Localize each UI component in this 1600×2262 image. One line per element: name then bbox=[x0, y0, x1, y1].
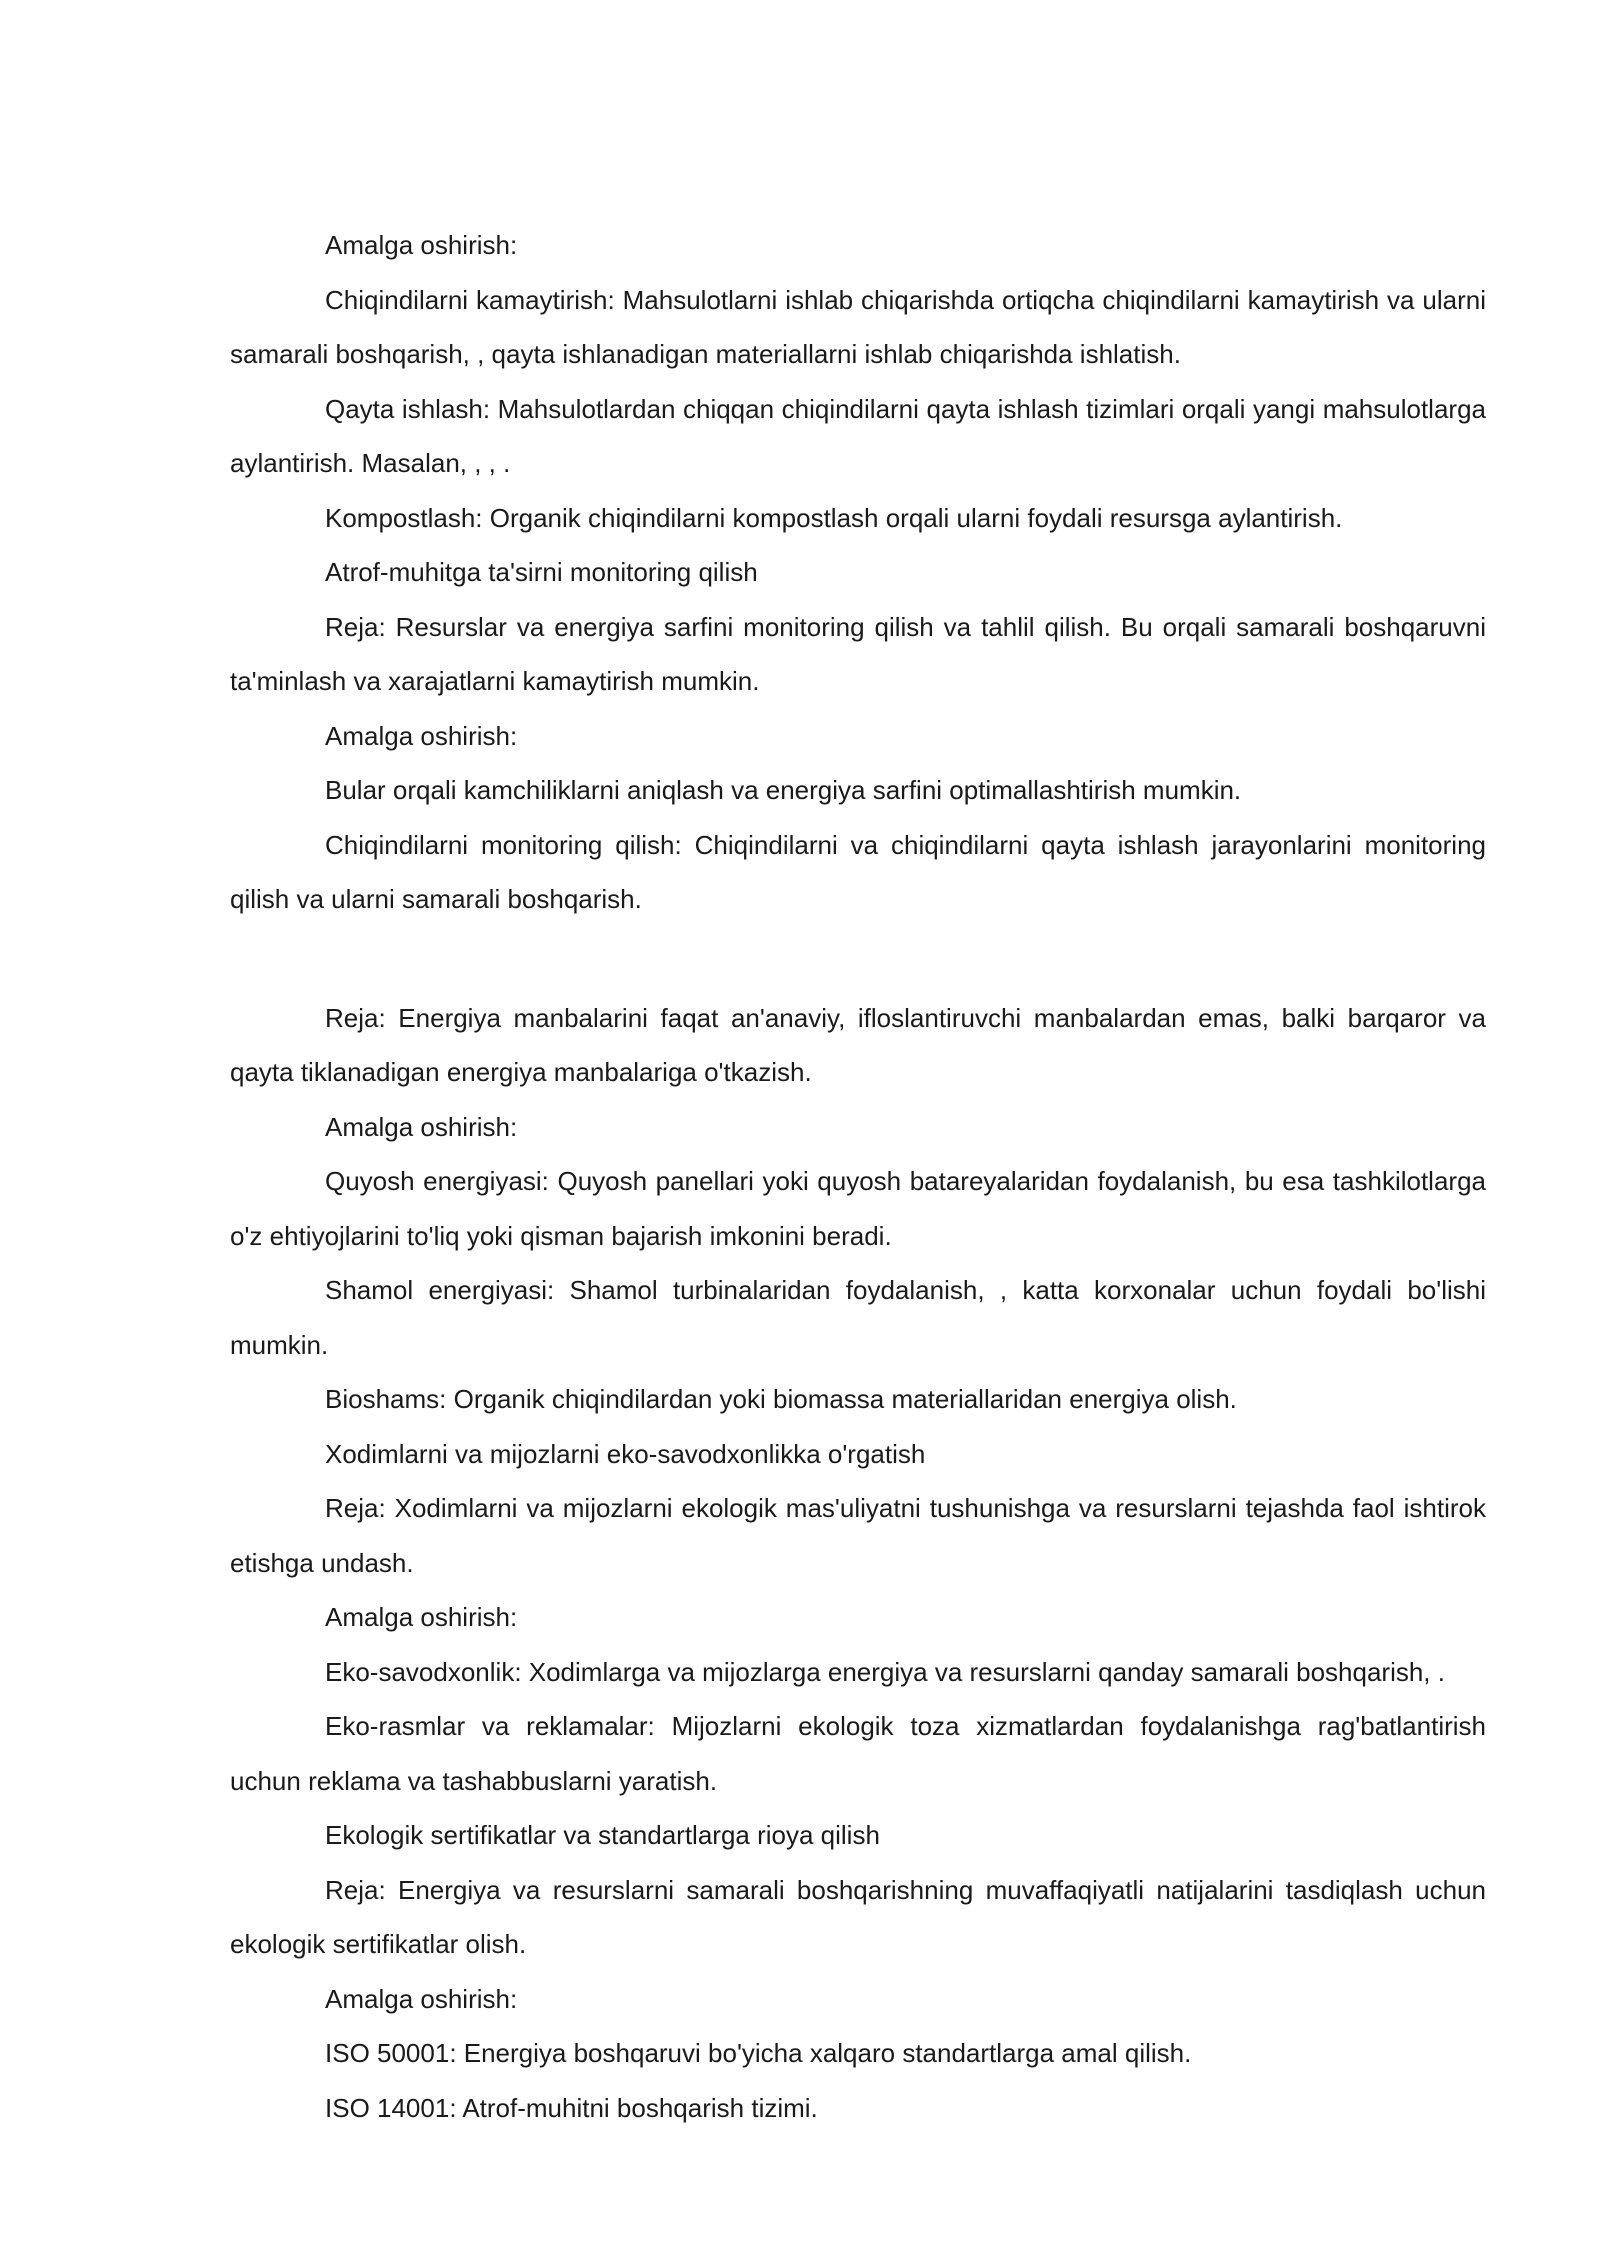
paragraph: Qayta ishlash: Mahsulotlardan chiqqan chiqindilarni qayta ishlash tizimlari orqali yangi mahsulotlarga aylantirish. Masalan, , , . bbox=[230, 393, 1486, 478]
paragraph: Reja: Resurslar va energiya sarfini monitoring qilish va tahlil qilish. Bu orqali samarali boshqaruvni ta'minlash va xarajatlarni kamaytirish mumkin. bbox=[230, 611, 1486, 696]
paragraph: Kompostlash: Organik chiqindilarni kompostlash orqali ularni foydali resursga aylantirish. bbox=[325, 502, 1343, 533]
section-heading: Ekologik sertifikatlar va standartlarga rioya qilish bbox=[325, 1820, 880, 1850]
section-heading: Xodimlarni va mijozlarni eko-savodxonlikka o'rgatish bbox=[325, 1438, 926, 1469]
paragraph: Amalga oshirish: bbox=[325, 230, 518, 260]
paragraph: Eko-savodxonlik: Xodimlarga va mijozlarga energiya va resurslarni qanday samarali boshqarish, . bbox=[325, 1656, 1445, 1687]
paragraph: Amalga oshirish: bbox=[325, 1111, 518, 1142]
paragraph: Reja: Xodimlarni va mijozlarni ekologik mas'uliyatni tushunishga va resurslarni tejashda faol ishtirok etishga undash. bbox=[230, 1493, 1486, 1578]
paragraph: Amalga oshirish: bbox=[325, 720, 518, 751]
paragraph: Amalga oshirish: bbox=[325, 1602, 518, 1632]
paragraph: ISO 14001: Atrof-muhitni boshqarish tizimi. bbox=[325, 2092, 818, 2123]
paragraph: Amalga oshirish: bbox=[325, 1983, 518, 2014]
paragraph: Eko-rasmlar va reklamalar: Mijozlarni ekologik toza xizmatlardan foydalanishga rag'batlantirish uchun reklama va tashabbuslarni yaratish. bbox=[230, 1711, 1486, 1796]
paragraph: Shamol energiyasi: Shamol turbinalaridan foydalanish, , katta korxonalar uchun foydali bo'lishi mumkin. bbox=[230, 1275, 1486, 1360]
section-heading: Atrof-muhitga ta'sirni monitoring qilish bbox=[325, 557, 758, 587]
paragraph: Reja: Energiya va resurslarni samarali boshqarishning muvaffaqiyatli natijalarini tasdiqlash uchun ekologik sertifikatlar olish. bbox=[230, 1874, 1486, 1959]
paragraph: Quyosh energiyasi: Quyosh panellari yoki quyosh batareyalaridan foydalanish, bu esa tashkilotlarga o'z ehtiyojlarini to'liq yoki qisman bajarish imkonini beradi. bbox=[230, 1166, 1486, 1251]
document-body bbox=[230, 218, 1486, 2135]
paragraph: Bular orqali kamchiliklarni aniqlash va energiya sarfini optimallashtirish mumkin. bbox=[325, 775, 1242, 805]
paragraph: Chiqindilarni monitoring qilish: Chiqindilarni va chiqindilarni qayta ishlash jarayonlarini monitoring qilish va ularni samarali boshqarish. bbox=[230, 829, 1486, 914]
paragraph: Bioshams: Organik chiqindilardan yoki biomassa materiallaridan energiya olish. bbox=[325, 1384, 1237, 1414]
paragraph: ISO 50001: Energiya boshqaruvi bo'yicha xalqaro standartlarga amal qilish. bbox=[325, 2038, 1192, 2068]
paragraph: Chiqindilarni kamaytirish: Mahsulotlarni ishlab chiqarishda ortiqcha chiqindilarni kamaytirish va ularni samarali boshqarish, , qayta ishlanadigan materiallarni ishlab chiqarishda ishlatish. bbox=[230, 284, 1486, 369]
paragraph-spacer bbox=[230, 927, 1486, 991]
paragraph: Reja: Energiya manbalarini faqat an'anaviy, ifloslantiruvchi manbalardan emas, balki barqaror va qayta tiklanadigan energiya manbalariga o'tkazish. bbox=[230, 1002, 1486, 1087]
